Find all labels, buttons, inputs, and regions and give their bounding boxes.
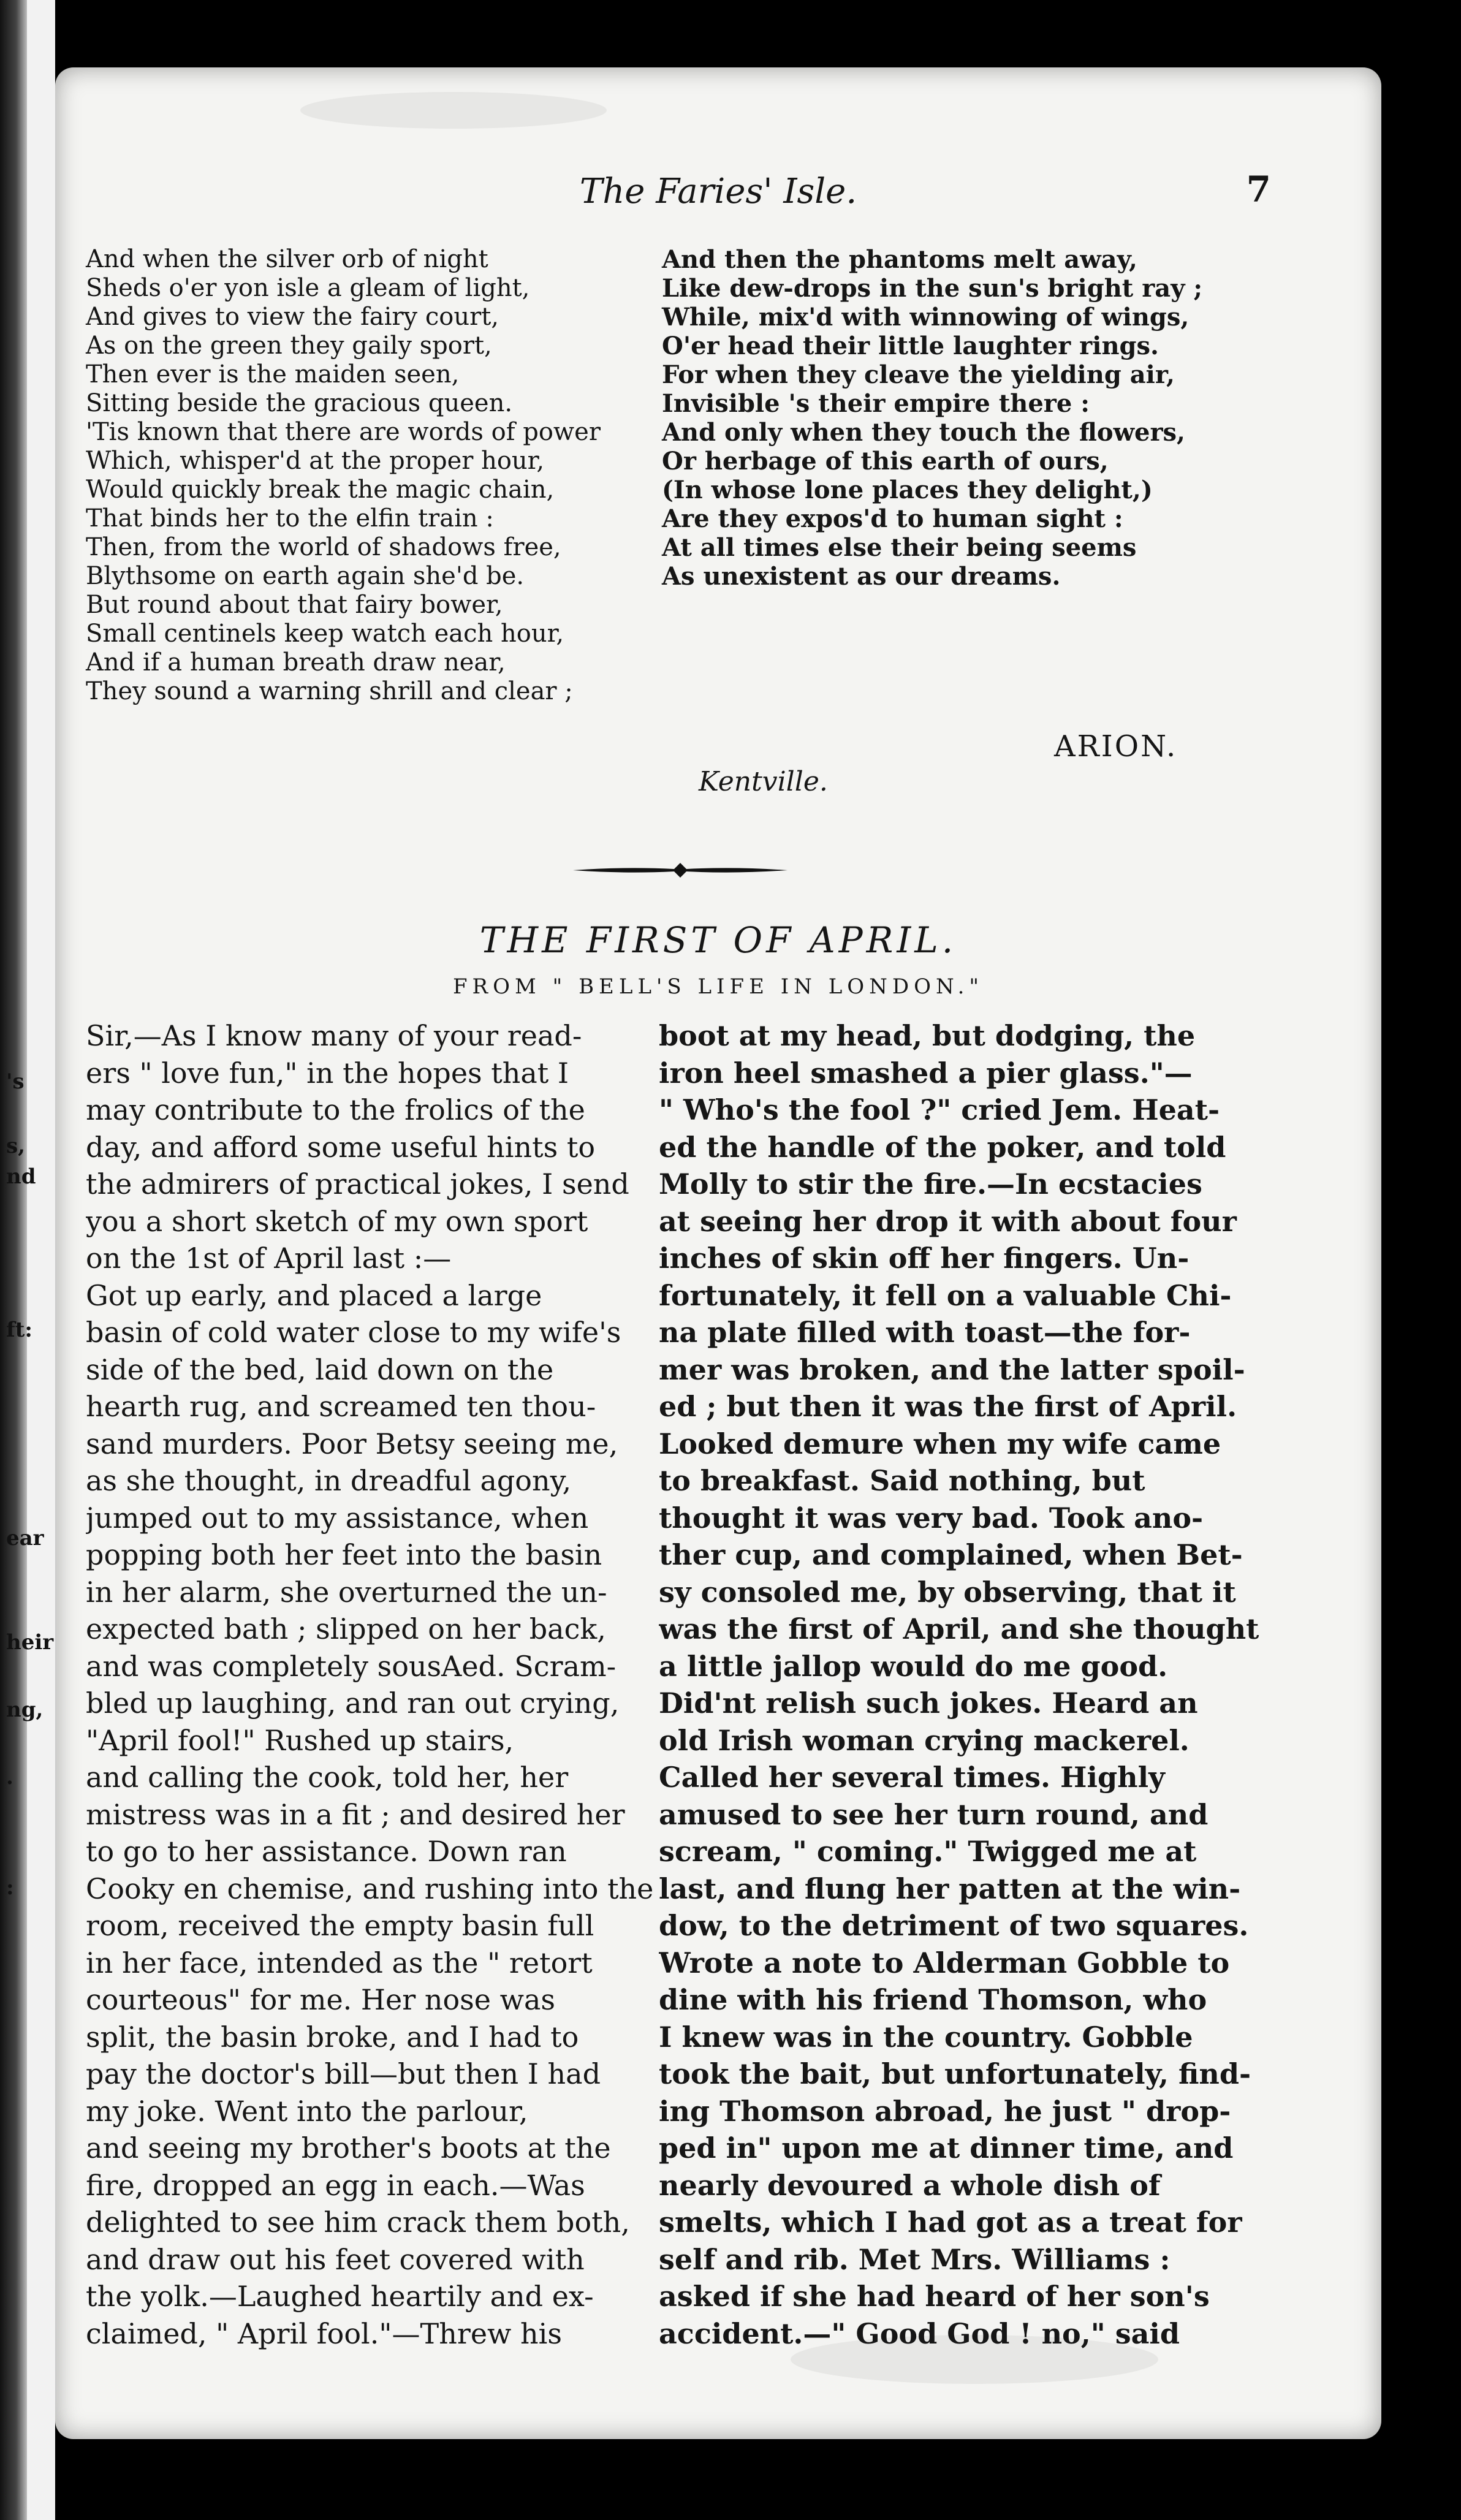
poem-line: For when they cleave the yielding air, bbox=[662, 360, 1175, 389]
poem-line: Like dew-drops in the sun's bright ray ; bbox=[662, 274, 1203, 303]
poem-line: Invisible 's their empire there : bbox=[662, 389, 1090, 418]
poem-line: As unexistent as our dreams. bbox=[662, 562, 1061, 591]
poem-line: (In whose lone places they delight,) bbox=[662, 476, 1153, 504]
article-line: Looked demure when my wife came bbox=[659, 1427, 1221, 1460]
article-line: " Who's the fool ?" cried Jem. Heat- bbox=[659, 1093, 1220, 1126]
article-line: in her alarm, she overturned the un- bbox=[86, 1575, 607, 1609]
article-line: and draw out his feet covered with bbox=[86, 2242, 585, 2276]
article-line: ther cup, and complained, when Bet- bbox=[659, 1538, 1243, 1571]
article-line: ed ; but then it was the first of April. bbox=[659, 1390, 1237, 1423]
binding-shadow bbox=[0, 0, 27, 2520]
poem-line: And gives to view the fairy court, bbox=[86, 303, 499, 331]
article-line: room, received the empty basin full bbox=[86, 1909, 594, 1942]
article-line: to go to her assistance. Down ran bbox=[86, 1835, 567, 1868]
article-line: may contribute to the frolics of the bbox=[86, 1093, 585, 1126]
article-line: mer was broken, and the latter spoil- bbox=[659, 1353, 1245, 1386]
book-page bbox=[55, 67, 1381, 2439]
poem-line: And only when they touch the flowers, bbox=[662, 418, 1185, 447]
margin-fragment: 's bbox=[6, 1069, 25, 1094]
margin-fragment: nd bbox=[6, 1164, 36, 1189]
poem-right-column bbox=[662, 245, 1269, 591]
margin-fragment: : bbox=[6, 1875, 14, 1900]
article-line: smelts, which I had got as a treat for bbox=[659, 2206, 1242, 2239]
article-line: expected bath ; slipped on her back, bbox=[86, 1612, 606, 1645]
margin-fragment: ear bbox=[6, 1526, 44, 1550]
article-line: na plate filled with toast—the for- bbox=[659, 1316, 1191, 1349]
poem-line: Or herbage of this earth of ours, bbox=[662, 447, 1109, 476]
article-line: fortunately, it fell on a valuable Chi- bbox=[659, 1278, 1232, 1312]
article-line: old Irish woman crying mackerel. bbox=[659, 1723, 1190, 1757]
article-line: sand murders. Poor Betsy seeing me, bbox=[86, 1427, 618, 1460]
article-line: and calling the cook, told her, her bbox=[86, 1761, 569, 1794]
article-line: Got up early, and placed a large bbox=[86, 1278, 542, 1312]
poem-line: Then ever is the maiden seen, bbox=[86, 360, 460, 389]
article-line: Called her several times. Highly bbox=[659, 1761, 1165, 1794]
article-line: popping both her feet into the basin bbox=[86, 1538, 602, 1571]
margin-fragment: s, bbox=[6, 1134, 25, 1158]
article-line: at seeing her drop it with about four bbox=[659, 1204, 1237, 1238]
article-line: Sir,—As I know many of your read- bbox=[86, 1019, 582, 1052]
article-line: nearly devoured a whole dish of bbox=[659, 2168, 1161, 2202]
margin-fragment: . bbox=[6, 1765, 13, 1789]
article-line: was the first of April, and she thought bbox=[659, 1612, 1259, 1645]
poem-place: Kentville. bbox=[699, 766, 828, 797]
article-line: in her face, intended as the " retort bbox=[86, 1946, 593, 1979]
article-line: Did'nt relish such jokes. Heard an bbox=[659, 1687, 1198, 1720]
margin-fragment: heir bbox=[6, 1630, 54, 1655]
article-line: ed the handle of the poker, and told bbox=[659, 1130, 1226, 1164]
article-line: took the bait, but unfortunately, find- bbox=[659, 2057, 1251, 2090]
article-line: Cooky en chemise, and rushing into the bbox=[86, 1872, 654, 1905]
poem-left-column bbox=[86, 245, 668, 706]
article-line: self and rib. Met Mrs. Williams : bbox=[659, 2242, 1171, 2276]
poem-line: They sound a warning shrill and clear ; bbox=[86, 677, 573, 705]
article-line: jumped out to my assistance, when bbox=[86, 1501, 589, 1535]
poem-line: Would quickly break the magic chain, bbox=[86, 476, 555, 504]
article-line: claimed, " April fool."—Threw his bbox=[86, 2317, 562, 2350]
poem-line: Sheds o'er yon isle a gleam of light, bbox=[86, 274, 530, 302]
article-line: bled up laughing, and ran out crying, bbox=[86, 1687, 620, 1720]
article-line: as she thought, in dreadful agony, bbox=[86, 1464, 572, 1497]
article-line: inches of skin off her fingers. Un- bbox=[659, 1242, 1190, 1275]
poem-line: But round about that fairy bower, bbox=[86, 591, 503, 619]
margin-fragment: ft: bbox=[6, 1318, 32, 1342]
poem-line: And when the silver orb of night bbox=[86, 245, 488, 273]
poem-line: Sitting beside the gracious queen. bbox=[86, 389, 513, 417]
article-line: you a short sketch of my own sport bbox=[86, 1204, 588, 1238]
article-line: side of the bed, laid down on the bbox=[86, 1353, 554, 1386]
article-line: basin of cold water close to my wife's bbox=[86, 1316, 621, 1349]
article-line: Molly to stir the fire.—In ecstacies bbox=[659, 1167, 1202, 1201]
section-divider-ornament bbox=[570, 852, 791, 889]
article-line: thought it was very bad. Took ano- bbox=[659, 1501, 1204, 1535]
article-line: I knew was in the country. Gobble bbox=[659, 2020, 1193, 2054]
article-line: and was completely sousAed. Scram- bbox=[86, 1649, 617, 1683]
article-line: ing Thomson abroad, he just " drop- bbox=[659, 2094, 1231, 2128]
poem-line: And if a human breath draw near, bbox=[86, 648, 506, 677]
article-line: day, and afford some useful hints to bbox=[86, 1130, 596, 1164]
article-line: last, and flung her patten at the win- bbox=[659, 1872, 1241, 1905]
article-line: hearth rug, and screamed ten thou- bbox=[86, 1390, 596, 1423]
article-line: amused to see her turn round, and bbox=[659, 1797, 1209, 1831]
poem-signature: ARION. bbox=[1054, 729, 1178, 764]
article-line: Wrote a note to Alderman Gobble to bbox=[659, 1946, 1230, 1979]
article-line: and seeing my brother's boots at the bbox=[86, 2131, 611, 2165]
article-title: THE FIRST OF APRIL. bbox=[479, 919, 957, 961]
article-line: a little jallop would do me good. bbox=[659, 1649, 1168, 1683]
poem-line: Which, whisper'd at the proper hour, bbox=[86, 447, 545, 475]
paper-smudge bbox=[300, 92, 607, 129]
article-line: fire, dropped an egg in each.—Was bbox=[86, 2168, 585, 2202]
article-line: delighted to see him crack them both, bbox=[86, 2206, 630, 2239]
article-left-column bbox=[86, 1017, 656, 2352]
page-number: 7 bbox=[1246, 169, 1271, 210]
article-line: mistress was in a fit ; and desired her bbox=[86, 1797, 625, 1831]
article-line: accident.—" Good God ! no," said bbox=[659, 2317, 1180, 2350]
article-line: split, the basin broke, and I had to bbox=[86, 2020, 579, 2054]
running-head: The Faries' Isle. bbox=[579, 172, 857, 211]
article-source: FROM " BELL'S LIFE IN LONDON." bbox=[452, 974, 984, 999]
poem-line: Blythsome on earth again she'd be. bbox=[86, 562, 525, 590]
article-line: "April fool!" Rushed up stairs, bbox=[86, 1723, 514, 1757]
article-line: scream, " coming." Twigged me at bbox=[659, 1835, 1197, 1868]
poem-line: At all times else their being seems bbox=[662, 533, 1137, 562]
poem-line: Then, from the world of shadows free, bbox=[86, 533, 561, 561]
poem-line: And then the phantoms melt away, bbox=[662, 245, 1137, 274]
poem-line: 'Tis known that there are words of power bbox=[86, 418, 601, 446]
article-line: to breakfast. Said nothing, but bbox=[659, 1464, 1145, 1497]
article-line: dow, to the detriment of two squares. bbox=[659, 1909, 1249, 1942]
margin-fragment: ng, bbox=[6, 1698, 44, 1722]
article-line: pay the doctor's bill—but then I had bbox=[86, 2057, 601, 2090]
poem-line: Small centinels keep watch each hour, bbox=[86, 620, 564, 648]
article-line: courteous" for me. Her nose was bbox=[86, 1983, 556, 2016]
poem-line: As on the green they gaily sport, bbox=[86, 332, 492, 360]
article-line: sy consoled me, by observing, that it bbox=[659, 1575, 1236, 1609]
poem-line: O'er head their little laughter rings. bbox=[662, 332, 1159, 360]
poem-line: That binds her to the elfin train : bbox=[86, 504, 494, 533]
article-line: the admirers of practical jokes, I send bbox=[86, 1167, 629, 1201]
poem-line: While, mix'd with winnowing of wings, bbox=[662, 303, 1190, 332]
article-line: iron heel smashed a pier glass."— bbox=[659, 1056, 1193, 1090]
article-line: asked if she had heard of her son's bbox=[659, 2280, 1210, 2313]
left-margin-strip bbox=[0, 0, 55, 2520]
article-line: ers " love fun," in the hopes that I bbox=[86, 1056, 569, 1090]
article-line: my joke. Went into the parlour, bbox=[86, 2094, 528, 2128]
article-line: ped in" upon me at dinner time, and bbox=[659, 2131, 1234, 2165]
article-line: dine with his friend Thomson, who bbox=[659, 1983, 1207, 2016]
article-line: the yolk.—Laughed heartily and ex- bbox=[86, 2280, 594, 2313]
article-line: boot at my head, but dodging, the bbox=[659, 1019, 1196, 1052]
article-line: on the 1st of April last :— bbox=[86, 1242, 452, 1275]
poem-line: Are they expos'd to human sight : bbox=[662, 504, 1123, 533]
article-right-column bbox=[659, 1017, 1262, 2352]
